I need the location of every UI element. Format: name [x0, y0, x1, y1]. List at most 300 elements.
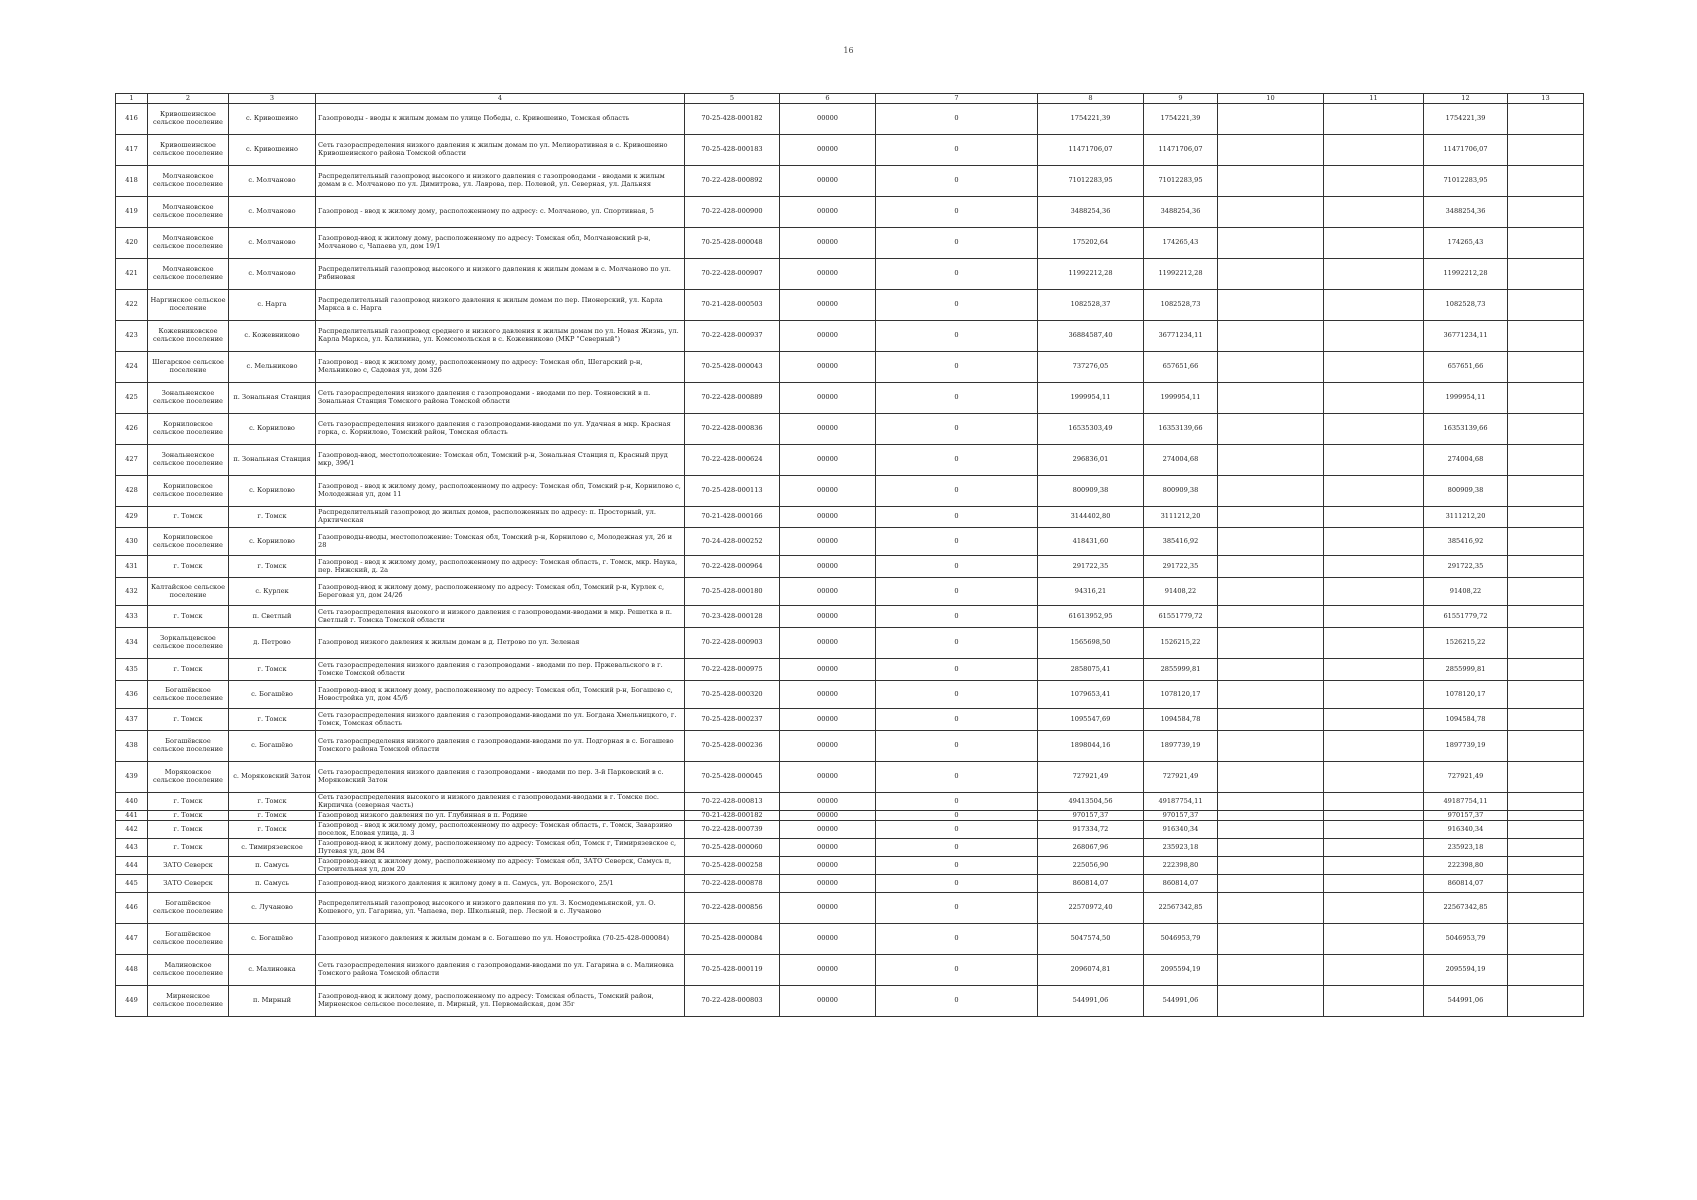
locality-cell: с. Молчаново	[229, 228, 316, 259]
col8-value-cell: 1754221,39	[1038, 104, 1144, 135]
settlement-cell: г. Томск	[148, 507, 229, 528]
col10-cell	[1218, 259, 1324, 290]
cadastral-number-cell: 70-22-428-000892	[685, 166, 780, 197]
locality-cell: с. Тимирязевское	[229, 839, 316, 857]
col13-cell	[1508, 731, 1584, 762]
col6-cell: 00000	[780, 857, 876, 875]
col10-cell	[1218, 290, 1324, 321]
col8-value-cell: 544991,06	[1038, 986, 1144, 1017]
col12-value-cell: 5046953,79	[1424, 924, 1508, 955]
cadastral-number-cell: 70-22-428-000907	[685, 259, 780, 290]
col13-cell	[1508, 135, 1584, 166]
settlement-cell: ЗАТО Северск	[148, 875, 229, 893]
col11-cell	[1324, 197, 1424, 228]
col9-value-cell: 22567342,85	[1144, 893, 1218, 924]
table-row	[116, 556, 1584, 578]
col11-cell	[1324, 104, 1424, 135]
col8-value-cell: 296836,01	[1038, 445, 1144, 476]
row-number: 440	[116, 793, 148, 811]
col7-cell: 0	[876, 731, 1038, 762]
col11-cell	[1324, 321, 1424, 352]
locality-cell: с. Молчаново	[229, 259, 316, 290]
locality-cell: г. Томск	[229, 507, 316, 528]
col10-cell	[1218, 955, 1324, 986]
settlement-cell: г. Томск	[148, 606, 229, 628]
col9-value-cell: 1897739,19	[1144, 731, 1218, 762]
cadastral-number-cell: 70-22-428-000836	[685, 414, 780, 445]
col13-cell	[1508, 857, 1584, 875]
settlement-cell: г. Томск	[148, 839, 229, 857]
col8-value-cell: 36884587,40	[1038, 321, 1144, 352]
row-number: 424	[116, 352, 148, 383]
col12-value-cell: 860814,07	[1424, 875, 1508, 893]
table-row	[116, 197, 1584, 228]
col13-cell	[1508, 955, 1584, 986]
col13-cell	[1508, 259, 1584, 290]
locality-cell: с. Мельниково	[229, 352, 316, 383]
col11-cell	[1324, 821, 1424, 839]
object-description-cell: Сеть газораспределения низкого давления с газопроводами-вводами по ул. Богдана Хмельницкого, г. Томск, Томская область	[316, 709, 685, 731]
col12-value-cell: 727921,49	[1424, 762, 1508, 793]
object-description-cell: Сеть газораспределения низкого давления с газопроводами - вводами по пер. 3-й Парковский в с. Моряковский Затон	[316, 762, 685, 793]
col9-value-cell: 71012283,95	[1144, 166, 1218, 197]
settlement-cell: г. Томск	[148, 659, 229, 681]
cadastral-number-cell: 70-25-428-000320	[685, 681, 780, 709]
cadastral-number-cell: 70-25-428-000113	[685, 476, 780, 507]
object-description-cell: Сеть газораспределения низкого давления к жилым домам по ул. Мелиоративная в с. Кривошеино Кривошеинского района Томской области	[316, 135, 685, 166]
settlement-cell: Корниловское сельское поселение	[148, 414, 229, 445]
settlement-cell: г. Томск	[148, 709, 229, 731]
settlement-cell: ЗАТО Северск	[148, 857, 229, 875]
col7-cell: 0	[876, 893, 1038, 924]
col7-cell: 0	[876, 986, 1038, 1017]
col8-value-cell: 737276,05	[1038, 352, 1144, 383]
col7-cell: 0	[876, 259, 1038, 290]
col11-cell	[1324, 762, 1424, 793]
col6-cell: 00000	[780, 445, 876, 476]
col11-cell	[1324, 811, 1424, 821]
col10-cell	[1218, 352, 1324, 383]
col13-cell	[1508, 681, 1584, 709]
col12-value-cell: 235923,18	[1424, 839, 1508, 857]
col9-value-cell: 3488254,36	[1144, 197, 1218, 228]
col10-cell	[1218, 445, 1324, 476]
col11-cell	[1324, 352, 1424, 383]
col8-value-cell: 800909,38	[1038, 476, 1144, 507]
cadastral-number-cell: 70-21-428-000166	[685, 507, 780, 528]
col7-cell: 0	[876, 383, 1038, 414]
col8-value-cell: 16535303,49	[1038, 414, 1144, 445]
col11-cell	[1324, 528, 1424, 556]
col7-cell: 0	[876, 414, 1038, 445]
col12-value-cell: 1526215,22	[1424, 628, 1508, 659]
settlement-cell: Кривошеинское сельское поселение	[148, 104, 229, 135]
col12-value-cell: 16353139,66	[1424, 414, 1508, 445]
locality-cell: п. Зональная Станция	[229, 383, 316, 414]
locality-cell: п. Мирный	[229, 986, 316, 1017]
object-description-cell: Газопровод-ввод к жилому дому, расположенному по адресу: Томская обл, Молчановский р-н, Молчаново с, Чапаева ул, дом 19/1	[316, 228, 685, 259]
col8-value-cell: 94316,21	[1038, 578, 1144, 606]
col8-value-cell: 268067,96	[1038, 839, 1144, 857]
table-row	[116, 476, 1584, 507]
column-number-row	[116, 94, 1584, 104]
object-description-cell: Газопровод низкого давления к жилым домам в с. Богашево по ул. Новостройка (70-25-428-000084)	[316, 924, 685, 955]
object-description-cell: Сеть газораспределения низкого давления с газопроводами - вводами по пер. Тояновский в п. Зональная Станция Томского района Томской области	[316, 383, 685, 414]
settlement-cell: Калтайское сельское поселение	[148, 578, 229, 606]
object-description-cell: Газопровод - ввод к жилому дому, расположенному по адресу: Томская обл, Томский р-н, Корнилово с, Молодежная ул, дом 11	[316, 476, 685, 507]
table-row	[116, 135, 1584, 166]
col8-value-cell: 1999954,11	[1038, 383, 1144, 414]
col10-cell	[1218, 731, 1324, 762]
col9-value-cell: 11471706,07	[1144, 135, 1218, 166]
cadastral-number-cell: 70-22-428-000903	[685, 628, 780, 659]
locality-cell: г. Томск	[229, 793, 316, 811]
col9-value-cell: 274004,68	[1144, 445, 1218, 476]
col11-cell	[1324, 986, 1424, 1017]
col8-value-cell: 3488254,36	[1038, 197, 1144, 228]
row-number: 433	[116, 606, 148, 628]
col9-value-cell: 544991,06	[1144, 986, 1218, 1017]
column-header-10: 10	[1218, 94, 1324, 104]
col6-cell: 00000	[780, 166, 876, 197]
col10-cell	[1218, 875, 1324, 893]
object-description-cell: Газопровод - ввод к жилому дому, расположенному по адресу: с. Молчаново, ул. Спортивная, 5	[316, 197, 685, 228]
col12-value-cell: 916340,34	[1424, 821, 1508, 839]
col11-cell	[1324, 628, 1424, 659]
col11-cell	[1324, 731, 1424, 762]
locality-cell: с. Нарга	[229, 290, 316, 321]
col12-value-cell: 174265,43	[1424, 228, 1508, 259]
col12-value-cell: 36771234,11	[1424, 321, 1508, 352]
table-row	[116, 528, 1584, 556]
col9-value-cell: 1999954,11	[1144, 383, 1218, 414]
col10-cell	[1218, 166, 1324, 197]
col7-cell: 0	[876, 556, 1038, 578]
locality-cell: п. Самусь	[229, 857, 316, 875]
locality-cell: с. Молчаново	[229, 166, 316, 197]
col10-cell	[1218, 507, 1324, 528]
settlement-cell: Шегарское сельское поселение	[148, 352, 229, 383]
col10-cell	[1218, 476, 1324, 507]
col8-value-cell: 860814,07	[1038, 875, 1144, 893]
col7-cell: 0	[876, 104, 1038, 135]
cadastral-number-cell: 70-25-428-000119	[685, 955, 780, 986]
table-row	[116, 762, 1584, 793]
row-number: 443	[116, 839, 148, 857]
row-number: 425	[116, 383, 148, 414]
col12-value-cell: 3488254,36	[1424, 197, 1508, 228]
col7-cell: 0	[876, 857, 1038, 875]
col13-cell	[1508, 893, 1584, 924]
settlement-cell: г. Томск	[148, 556, 229, 578]
row-number: 445	[116, 875, 148, 893]
cadastral-number-cell: 70-25-428-000043	[685, 352, 780, 383]
cadastral-number-cell: 70-25-428-000060	[685, 839, 780, 857]
object-description-cell: Газопровод - ввод к жилому дому, расположенному по адресу: Томская обл, Шегарский р-н, Мельниково с, Садовая ул, дом 32б	[316, 352, 685, 383]
row-number: 446	[116, 893, 148, 924]
table-row	[116, 321, 1584, 352]
cadastral-number-cell: 70-25-428-000048	[685, 228, 780, 259]
col11-cell	[1324, 875, 1424, 893]
settlement-cell: Молчановское сельское поселение	[148, 197, 229, 228]
col10-cell	[1218, 893, 1324, 924]
cadastral-number-cell: 70-22-428-000803	[685, 986, 780, 1017]
col8-value-cell: 418431,60	[1038, 528, 1144, 556]
locality-cell: г. Томск	[229, 821, 316, 839]
col10-cell	[1218, 986, 1324, 1017]
col12-value-cell: 1082528,73	[1424, 290, 1508, 321]
row-number: 429	[116, 507, 148, 528]
row-number: 448	[116, 955, 148, 986]
col13-cell	[1508, 321, 1584, 352]
object-description-cell: Газопровод-ввод, местоположение: Томская обл, Томский р-н, Зональная Станция п, Красный пруд мкр, 39б/1	[316, 445, 685, 476]
col8-value-cell: 71012283,95	[1038, 166, 1144, 197]
cadastral-number-cell: 70-23-428-000128	[685, 606, 780, 628]
col12-value-cell: 1094584,78	[1424, 709, 1508, 731]
col11-cell	[1324, 476, 1424, 507]
col6-cell: 00000	[780, 839, 876, 857]
settlement-cell: г. Томск	[148, 793, 229, 811]
col6-cell: 00000	[780, 414, 876, 445]
settlement-cell: Зональненское сельское поселение	[148, 445, 229, 476]
row-number: 439	[116, 762, 148, 793]
col12-value-cell: 970157,37	[1424, 811, 1508, 821]
col7-cell: 0	[876, 811, 1038, 821]
col13-cell	[1508, 528, 1584, 556]
col6-cell: 00000	[780, 352, 876, 383]
table-row	[116, 414, 1584, 445]
col9-value-cell: 222398,80	[1144, 857, 1218, 875]
col13-cell	[1508, 986, 1584, 1017]
col6-cell: 00000	[780, 762, 876, 793]
table-row	[116, 259, 1584, 290]
col11-cell	[1324, 414, 1424, 445]
table-row	[116, 578, 1584, 606]
table-row	[116, 709, 1584, 731]
col8-value-cell: 917334,72	[1038, 821, 1144, 839]
object-description-cell: Распределительный газопровод высокого и низкого давления к жилым домам в с. Молчаново по ул. Рябиновая	[316, 259, 685, 290]
row-number: 418	[116, 166, 148, 197]
locality-cell: г. Томск	[229, 659, 316, 681]
col13-cell	[1508, 383, 1584, 414]
locality-cell: д. Петрово	[229, 628, 316, 659]
table-row	[116, 793, 1584, 811]
col6-cell: 00000	[780, 383, 876, 414]
col6-cell: 00000	[780, 811, 876, 821]
col7-cell: 0	[876, 476, 1038, 507]
col9-value-cell: 5046953,79	[1144, 924, 1218, 955]
col9-value-cell: 2855999,81	[1144, 659, 1218, 681]
table-row	[116, 383, 1584, 414]
col13-cell	[1508, 352, 1584, 383]
col12-value-cell: 657651,66	[1424, 352, 1508, 383]
col8-value-cell: 11471706,07	[1038, 135, 1144, 166]
table-row	[116, 821, 1584, 839]
col7-cell: 0	[876, 197, 1038, 228]
row-number: 437	[116, 709, 148, 731]
locality-cell: п. Зональная Станция	[229, 445, 316, 476]
locality-cell: с. Корнилово	[229, 476, 316, 507]
object-description-cell: Сеть газораспределения высокого и низкого давления с газопроводами-вводами в г. Томске пос. Кирпичка (северная часть)	[316, 793, 685, 811]
row-number: 422	[116, 290, 148, 321]
col13-cell	[1508, 290, 1584, 321]
table-body	[116, 104, 1584, 1017]
cadastral-number-cell: 70-22-428-000813	[685, 793, 780, 811]
col8-value-cell: 22570972,40	[1038, 893, 1144, 924]
cadastral-number-cell: 70-21-428-000182	[685, 811, 780, 821]
cadastral-number-cell: 70-25-428-000258	[685, 857, 780, 875]
col9-value-cell: 61551779,72	[1144, 606, 1218, 628]
row-number: 436	[116, 681, 148, 709]
cadastral-number-cell: 70-24-428-000252	[685, 528, 780, 556]
col8-value-cell: 1898044,16	[1038, 731, 1144, 762]
settlement-cell: Кривошеинское сельское поселение	[148, 135, 229, 166]
col8-value-cell: 727921,49	[1038, 762, 1144, 793]
col8-value-cell: 1082528,37	[1038, 290, 1144, 321]
cadastral-number-cell: 70-22-428-000900	[685, 197, 780, 228]
page-number: 16	[843, 46, 854, 55]
col6-cell: 00000	[780, 507, 876, 528]
col10-cell	[1218, 578, 1324, 606]
col12-value-cell: 274004,68	[1424, 445, 1508, 476]
col13-cell	[1508, 578, 1584, 606]
col13-cell	[1508, 709, 1584, 731]
col7-cell: 0	[876, 507, 1038, 528]
object-description-cell: Газопровод-ввод к жилому дому, расположенному по адресу: Томская обл, Томский р-н, Богашево с, Новостройка ул, дом 45/б	[316, 681, 685, 709]
column-header-1: 1	[116, 94, 148, 104]
settlement-cell: Богашёвское сельское поселение	[148, 924, 229, 955]
row-number: 426	[116, 414, 148, 445]
cadastral-number-cell: 70-25-428-000237	[685, 709, 780, 731]
col6-cell: 00000	[780, 528, 876, 556]
locality-cell: с. Кривошеино	[229, 135, 316, 166]
object-description-cell: Распределительный газопровод среднего и низкого давления к жилым домам по ул. Новая Жизнь, ул. Карла Маркса, ул. Калинина, ул. Комсомольская в с. Кожевниково (МКР "Северный")	[316, 321, 685, 352]
column-header-13: 13	[1508, 94, 1584, 104]
object-description-cell: Распределительный газопровод до жилых домов, расположенных по адресу: п. Просторный, ул. Арктическая	[316, 507, 685, 528]
settlement-cell: Наргинское сельское поселение	[148, 290, 229, 321]
column-header-4: 4	[316, 94, 685, 104]
locality-cell: с. Малиновка	[229, 955, 316, 986]
cadastral-number-cell: 70-25-428-000236	[685, 731, 780, 762]
col7-cell: 0	[876, 228, 1038, 259]
col10-cell	[1218, 383, 1324, 414]
col12-value-cell: 2095594,19	[1424, 955, 1508, 986]
col7-cell: 0	[876, 839, 1038, 857]
col11-cell	[1324, 606, 1424, 628]
col6-cell: 00000	[780, 875, 876, 893]
object-description-cell: Сеть газораспределения высокого и низкого давления с газопроводами-вводами в мкр. Решетка в п. Светлый г. Томска Томской области	[316, 606, 685, 628]
col10-cell	[1218, 924, 1324, 955]
row-number: 435	[116, 659, 148, 681]
col12-value-cell: 1754221,39	[1424, 104, 1508, 135]
col10-cell	[1218, 104, 1324, 135]
cadastral-number-cell: 70-25-428-000182	[685, 104, 780, 135]
object-description-cell: Газопровод низкого давления по ул. Глубинная в п. Родине	[316, 811, 685, 821]
table-row	[116, 857, 1584, 875]
locality-cell: с. Богашёво	[229, 924, 316, 955]
settlement-cell: Богашёвское сельское поселение	[148, 731, 229, 762]
locality-cell: с. Курлек	[229, 578, 316, 606]
cadastral-number-cell: 70-22-428-000975	[685, 659, 780, 681]
column-header-12: 12	[1424, 94, 1508, 104]
col11-cell	[1324, 166, 1424, 197]
object-description-cell: Распределительный газопровод высокого и низкого давления по ул. З. Космодемьянской, ул. О. Кошевого, ул. Гагарина, ул. Чапаева, пер. Школьный, пер. Лесной в с. Лучаново	[316, 893, 685, 924]
col13-cell	[1508, 445, 1584, 476]
col12-value-cell: 49187754,11	[1424, 793, 1508, 811]
col8-value-cell: 49413504,56	[1038, 793, 1144, 811]
col10-cell	[1218, 321, 1324, 352]
locality-cell: с. Богашёво	[229, 681, 316, 709]
col6-cell: 00000	[780, 135, 876, 166]
col10-cell	[1218, 528, 1324, 556]
object-description-cell: Газопровод низкого давления к жилым домам в д. Петрово по ул. Зеленая	[316, 628, 685, 659]
settlement-cell: Богашёвское сельское поселение	[148, 893, 229, 924]
col11-cell	[1324, 955, 1424, 986]
col13-cell	[1508, 628, 1584, 659]
row-number: 447	[116, 924, 148, 955]
col11-cell	[1324, 445, 1424, 476]
row-number: 417	[116, 135, 148, 166]
col9-value-cell: 1754221,39	[1144, 104, 1218, 135]
col13-cell	[1508, 659, 1584, 681]
column-header-5: 5	[685, 94, 780, 104]
settlement-cell: Корниловское сельское поселение	[148, 528, 229, 556]
col6-cell: 00000	[780, 197, 876, 228]
col6-cell: 00000	[780, 321, 876, 352]
col13-cell	[1508, 197, 1584, 228]
col12-value-cell: 11471706,07	[1424, 135, 1508, 166]
table-row	[116, 104, 1584, 135]
col11-cell	[1324, 893, 1424, 924]
col11-cell	[1324, 659, 1424, 681]
col11-cell	[1324, 228, 1424, 259]
col13-cell	[1508, 507, 1584, 528]
cadastral-number-cell: 70-22-428-000964	[685, 556, 780, 578]
col8-value-cell: 225056,90	[1038, 857, 1144, 875]
col13-cell	[1508, 839, 1584, 857]
locality-cell: с. Молчаново	[229, 197, 316, 228]
cadastral-number-cell: 70-22-428-000889	[685, 383, 780, 414]
col6-cell: 00000	[780, 659, 876, 681]
settlement-cell: Молчановское сельское поселение	[148, 228, 229, 259]
locality-cell: с. Богашёво	[229, 731, 316, 762]
col10-cell	[1218, 681, 1324, 709]
col9-value-cell: 235923,18	[1144, 839, 1218, 857]
cadastral-number-cell: 70-22-428-000624	[685, 445, 780, 476]
col9-value-cell: 1082528,73	[1144, 290, 1218, 321]
property-register-table	[115, 93, 1584, 1017]
col6-cell: 00000	[780, 228, 876, 259]
col10-cell	[1218, 414, 1324, 445]
col7-cell: 0	[876, 762, 1038, 793]
col13-cell	[1508, 811, 1584, 821]
col6-cell: 00000	[780, 556, 876, 578]
table-row	[116, 955, 1584, 986]
settlement-cell: Зональненское сельское поселение	[148, 383, 229, 414]
col8-value-cell: 2096074,81	[1038, 955, 1144, 986]
row-number: 421	[116, 259, 148, 290]
table-row	[116, 875, 1584, 893]
col9-value-cell: 860814,07	[1144, 875, 1218, 893]
col13-cell	[1508, 762, 1584, 793]
col7-cell: 0	[876, 528, 1038, 556]
row-number: 442	[116, 821, 148, 839]
row-number: 432	[116, 578, 148, 606]
row-number: 423	[116, 321, 148, 352]
col7-cell: 0	[876, 290, 1038, 321]
col11-cell	[1324, 681, 1424, 709]
settlement-cell: Моряковское сельское поселение	[148, 762, 229, 793]
